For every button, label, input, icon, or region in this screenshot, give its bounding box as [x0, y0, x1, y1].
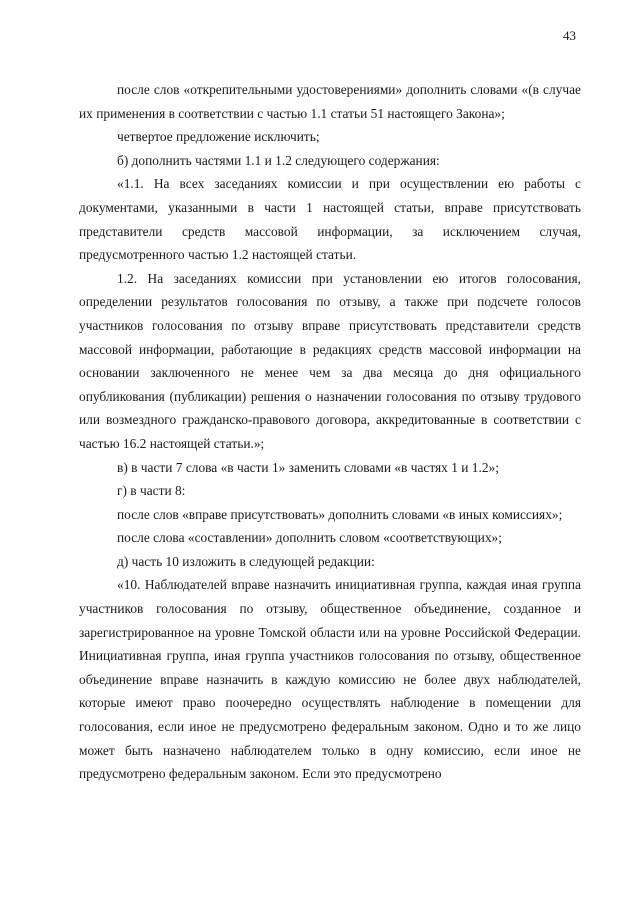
- paragraph-item-g: г) в части 8:: [117, 483, 186, 499]
- paragraph-item-g-second: после слова «составлении» дополнить словом «соответствующих»;: [117, 530, 502, 546]
- paragraph-part-1-2: 1.2. На заседаниях комиссии при установлении ею итогов голосования, определении результатов голосования по отзыву, а также при подсчете голосов участников голосования по отзыву вправе присутствовать представители средств массовой информации, работающие в редакциях средств массовой информации на основании заключенного не менее чем за два месяца до дня официального опубликования (публикации) решения о назначении голосования по отзыву трудового или возмездного гражданско-правового договора, аккредитованные в соответствии с частью 16.2 настоящей статьи.»;: [79, 270, 581, 451]
- page-number: 43: [563, 28, 576, 43]
- document-body: [79, 78, 581, 786]
- paragraph-part-1-1: «1.1. На всех заседаниях комиссии и при осуществлении ею работы с документами, указанными в части 1 настоящей статьи, вправе присутствовать представители средств массовой информации, за исключением случая, предусмотренного частью 1.2 настоящей статьи.: [79, 176, 581, 263]
- paragraph-item-g-first: после слов «вправе присутствовать» дополнить словами «в иных комиссиях»;: [117, 506, 563, 522]
- paragraph-item-v: в) в части 7 слова «в части 1» заменить словами «в частях 1 и 1.2»;: [117, 459, 499, 475]
- paragraph-item-d: д) часть 10 изложить в следующей редакции:: [117, 553, 375, 569]
- paragraph-part-10: «10. Наблюдателей вправе назначить инициативная группа, каждая иная группа участников голосования по отзыву, общественное объединение, созданное и зарегистрированное на уровне Томской области или на уровне Российской Федерации. Инициативная группа, иная группа участников голосования по отзыву, общественное объединение вправе назначить в каждую комиссию не более двух наблюдателей, которые имеют право поочередно осуществлять наблюдение в помещении для голосования, если иное не предусмотрено федеральным законом. Одно и то же лицо может быть назначено наблюдателем только в одну комиссию, если иное не предусмотрено федеральным законом. Если это предусмотрено: [79, 577, 581, 782]
- paragraph-fourth-sentence: четвертое предложение исключить;: [117, 129, 320, 145]
- paragraph-item-b: б) дополнить частями 1.1 и 1.2 следующего содержания:: [117, 152, 440, 168]
- paragraph-amendment-absentee: после слов «открепительными удостоверениями» дополнить словами «(в случае их применения в соответствии с частью 1.1 статьи 51 настоящего Закона»;: [79, 82, 581, 121]
